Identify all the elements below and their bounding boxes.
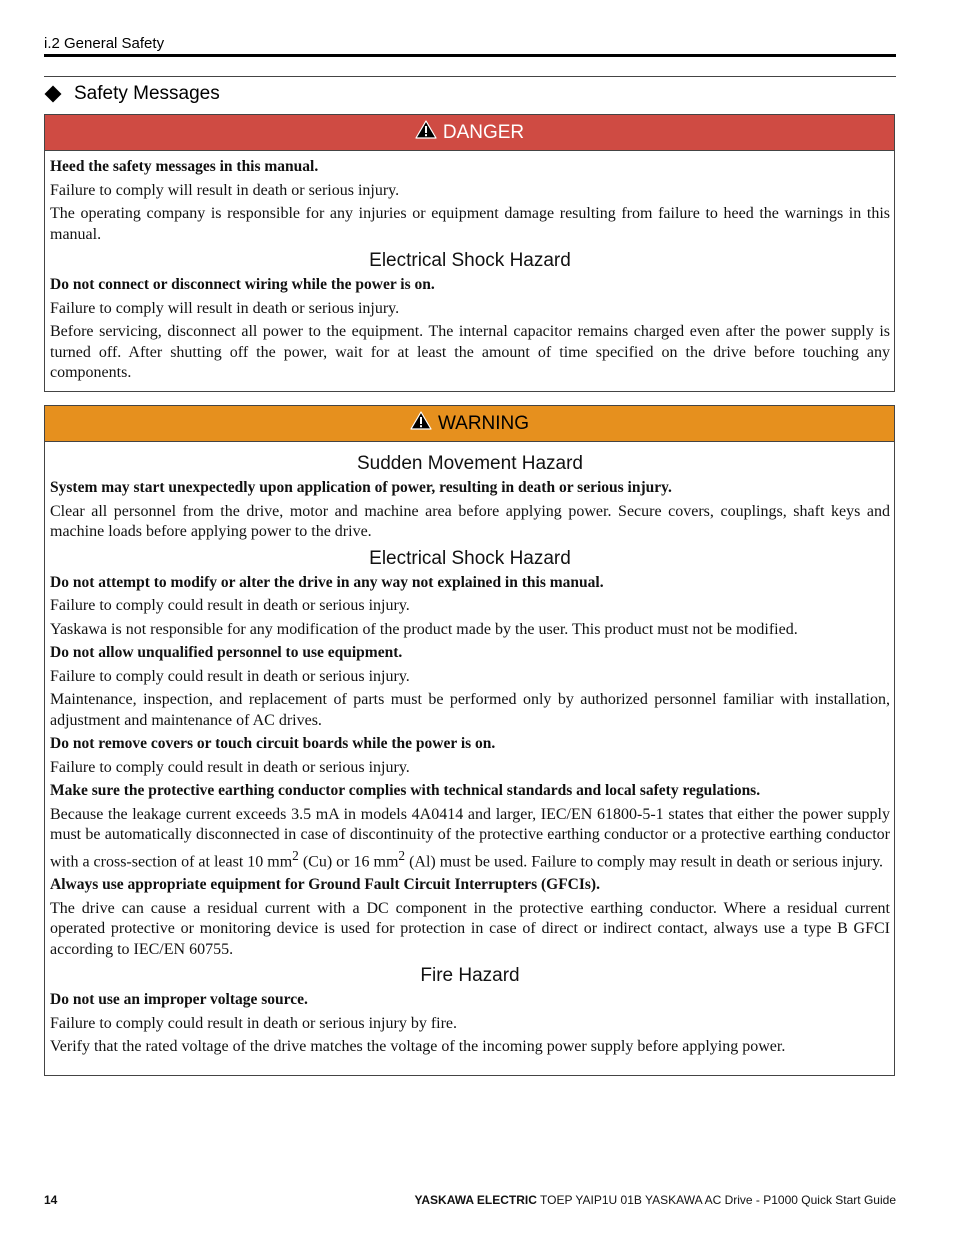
warning-label: WARNING [437,412,530,434]
warning-text-7a: Failure to comply could result in death or serious injury by fire. [50,1014,458,1032]
warning-bold-6: Always use appropriate equipment for Ground Fault Circuit Interrupters (GFCIs). [50,876,600,894]
warning-text-7b: Verify that the rated voltage of the drive matches the voltage of the incoming power supply before applying power. [50,1038,786,1056]
header-title: i.2 General Safety [44,35,165,52]
section-heading [44,83,220,105]
footer-doc: TOEP YAIP1U 01B YASKAWA AC Drive - P1000 Quick Start Guide [536,1193,896,1207]
warning-text-2a: Failure to comply could result in death or serious injury. [50,597,410,614]
danger-box [44,114,895,392]
warning-bold-5: Make sure the protective earthing conductor complies with technical standards and local safety regulations. [50,782,761,799]
danger-bold-2: Do not connect or disconnect wiring while the power is on. [50,276,435,293]
warning-text-4a: Failure to comply could result in death or serious injury. [50,758,410,776]
warning-bold-4: Do not remove covers or touch circuit boards while the power is on. [50,735,496,752]
warning-text-3a: Failure to comply could result in death or serious injury. [50,667,410,685]
superscript-2: 2 [398,847,406,863]
diamond-bullet-icon [45,86,62,103]
section-rule [44,76,896,77]
page-footer [44,1193,896,1207]
danger-subheading-electrical: Electrical Shock Hazard [369,250,571,271]
danger-text-1b: The operating company is responsible for any injuries or equipment damage resulting from failure to heed the warnings in this manual. [50,205,890,243]
danger-bold-1: Heed the safety messages in this manual. [50,158,319,175]
header-rule [44,54,896,57]
danger-body [45,151,894,384]
footer-brand: YASKAWA ELECTRIC [414,1193,537,1207]
danger-text-1a: Failure to comply will result in death or serious injury. [50,181,400,199]
leakage-text-part-2: (Cu) or 16 mm [298,852,399,870]
danger-text-2a: Failure to comply will result in death or serious injury. [50,299,400,317]
warning-subheading-electrical: Electrical Shock Hazard [369,547,571,569]
warning-subheading-fire: Fire Hazard [420,965,520,987]
superscript-2: 2 [292,847,299,863]
warning-bold-3: Do not allow unqualified personnel to use equipment. [50,644,403,661]
leakage-text-part-3: (Al) must be used. Failure to comply may result in death or serious injury. [405,852,884,870]
warning-text-2b: Yaskawa is not responsible for any modification of the product made by the user. This product must not be modified. [50,620,798,638]
warning-body [45,442,894,1058]
danger-label: DANGER [442,121,525,143]
warning-text-1a: Clear all personnel from the drive, motor and machine area before applying power. Secure covers, couplings, shaft keys and machine loads before applying power to the drive. [50,502,890,540]
leakage-text-part-1: Because the leakage current exceeds 3.5 mA in models 4A0414 and larger, IEC/EN 61800-5-1 states that either the power supply must be automatically disconnected in case of discontinuity of the protective earthing conductor or a protective earthing conductor with a cross-section of at least 10 mm [50,805,890,870]
warning-text-5a [50,805,890,873]
footer-doc-title [414,1193,896,1207]
danger-header [45,115,894,151]
page-number: 14 [44,1193,58,1207]
warning-header [45,406,894,442]
warning-bold-7: Do not use an improper voltage source. [50,991,308,1009]
warning-box [44,405,895,1076]
warning-bold-2: Do not attempt to modify or alter the drive in any way not explained in this manual. [50,573,604,591]
warning-subheading-movement: Sudden Movement Hazard [356,453,583,474]
warning-triangle-icon [415,120,437,145]
warning-bold-1: System may start unexpectedly upon application of power, resulting in death or serious injury. [50,479,672,496]
section-title: Safety Messages [74,83,220,104]
warning-text-3b: Maintenance, inspection, and replacement of parts must be performed only by authorized personnel familiar with installation, adjustment and maintenance of AC drives. [50,691,890,729]
warning-text-6a: The drive can cause a residual current with a DC component in the protective earthing conductor. Where a residual current operated protective or monitoring device is used for protection in case of direct or indirect contact, always use a type B GFCI according to IEC/EN 60755. [50,899,890,958]
danger-text-2b: Before servicing, disconnect all power to the equipment. The internal capacitor remains charged even after the power supply is turned off. After shutting off the power, wait for at least the amount of time specified on the drive before touching any components. [50,323,890,381]
warning-triangle-icon [410,411,432,436]
